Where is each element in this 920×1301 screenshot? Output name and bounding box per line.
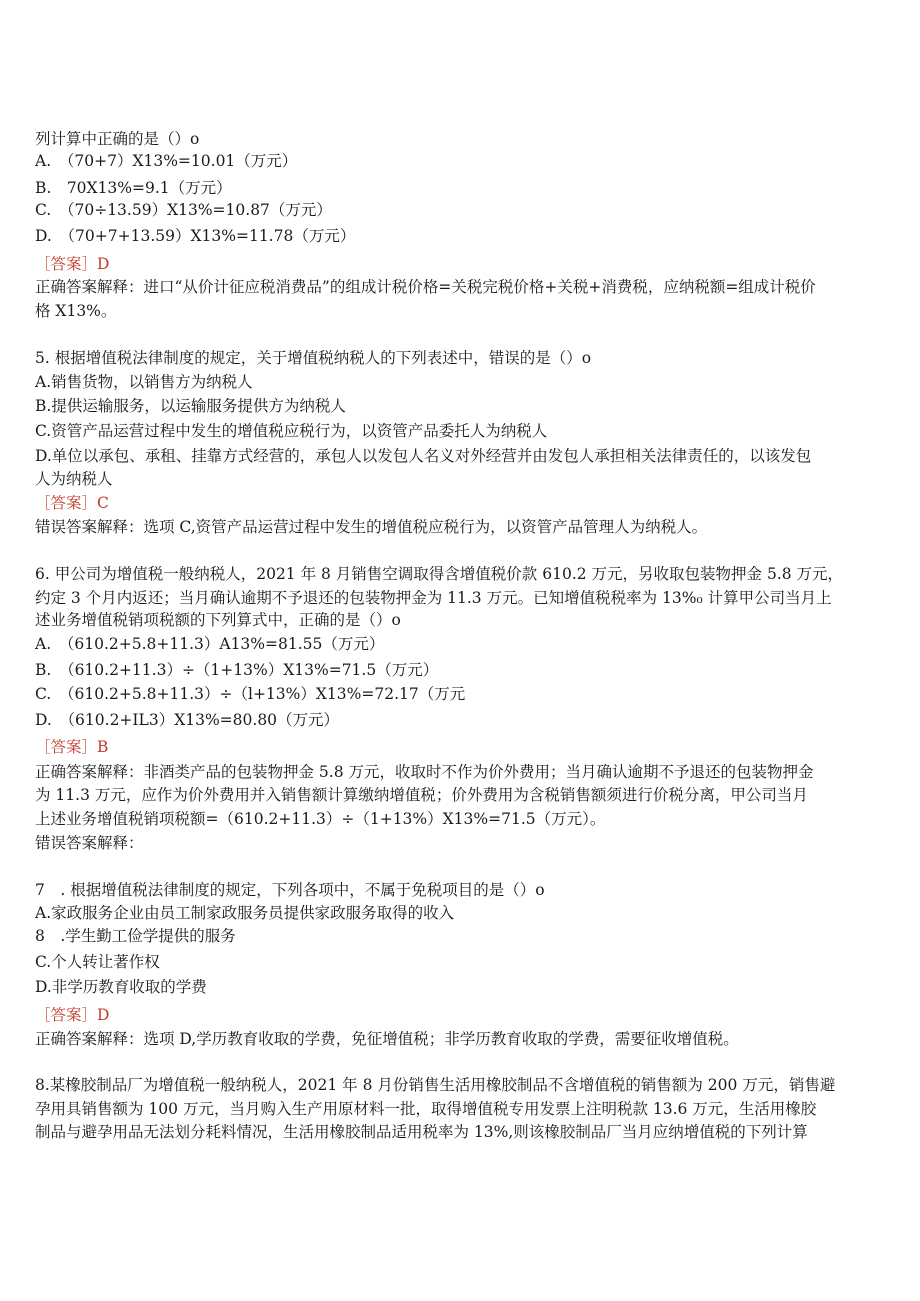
q4-explanation-line-2: 格 X13%。 [35, 302, 117, 320]
q5-option-b: B.提供运输服务，以运输服务提供方为纳税人 [35, 397, 346, 415]
q4-option-d: D. （70+7+13.59）X13%=11.78（万元） [35, 227, 356, 245]
q5-explanation: 错误答案解释：选项 C,资管产品运营过程中发生的增值税应税行为，以资管产品管理人为纳税人。 [35, 518, 708, 536]
q6-wrong-explanation: 错误答案解释： [35, 834, 144, 852]
q5-answer: ［答案］C [35, 494, 109, 512]
q7-answer: ［答案］D [35, 1006, 110, 1024]
q5-option-a: A.销售货物，以销售方为纳税人 [35, 373, 253, 391]
q6-option-b: B. （610.2+11.3）÷（1+13%）X13%=71.5（万元） [35, 661, 439, 679]
q8-stem-line-3: 制品与避孕用品无法划分耗料情况，生活用橡胶制品适用税率为 13%,则该橡胶制品厂当月应纳增值税的下列计算 [35, 1123, 808, 1141]
q6-option-a: A. （610.2+5.8+11.3）A13%=81.55（万元） [35, 635, 385, 653]
q6-explanation-line-1: 正确答案解释：非酒类产品的包装物押金 5.8 万元，收取时不作为价外费用；当月确认逾期不予退还的包装物押金 [35, 763, 814, 781]
q6-answer: ［答案］B [35, 738, 109, 756]
q4-option-a: A. （70+7）X13%=10.01（万元） [35, 152, 298, 170]
q6-option-d: D. （610.2+IL3）X13%=80.80（万元） [35, 711, 340, 729]
q4-stem-tail: 列计算中正确的是（）o [35, 130, 200, 148]
q8-stem-line-2: 孕用具销售额为 100 万元，当月购入生产用原材料一批，取得增值税专用发票上注明税款 13.6 万元，生活用橡胶 [35, 1100, 817, 1118]
q5-option-c: C.资管产品运营过程中发生的增值税应税行为，以资管产品委托人为纳税人 [35, 422, 548, 440]
q6-stem-line-2: 约定 3 个月内返还；当月确认逾期不予退还的包装物押金为 11.3 万元。已知增值税税率为 13%₀ 计算甲公司当月上 [35, 589, 832, 607]
q7-option-d: D.非学历教育收取的学费 [35, 978, 207, 996]
q7-option-c: C.个人转让著作权 [35, 953, 160, 971]
q7-explanation: 正确答案解释：选项 D,学历教育收取的学费，免征增值税；非学历教育收取的学费，需要征收增值税。 [35, 1030, 739, 1048]
q7-stem: 7 . 根据增值税法律制度的规定，下列各项中，不属于免税项目的是（）o [35, 881, 545, 899]
q6-option-c: C. （610.2+5.8+11.3）÷（l+13%）X13%=72.17（万元 [35, 685, 466, 703]
q4-answer: ［答案］D [35, 255, 110, 273]
q5-stem: 5. 根据增值税法律制度的规定，关于增值税纳税人的下列表述中，错误的是（）o [35, 349, 592, 367]
q4-explanation-line-1: 正确答案解释：进口“从价计征应税消费品”的组成计税价格=关税完税价格+关税+消费税，应纳税额=组成计税价 [35, 278, 816, 296]
q5-option-d-line-1: D.单位以承包、承租、挂靠方式经营的，承包人以发包人名义对外经营并由发包人承担相关法律责任的，以该发包 [35, 447, 812, 465]
q6-stem-line-3: 述业务增值税销项税额的下列算式中，正确的是（）o [35, 611, 401, 629]
q4-option-b: B. 70X13%=9.1（万元） [35, 179, 232, 197]
q5-option-d-line-2: 人为纳税人 [35, 470, 113, 488]
q7-option-a: A.家政服务企业由员工制家政服务员提供家政服务取得的收入 [35, 904, 455, 922]
q6-explanation-line-2: 为 11.3 万元，应作为价外费用并入销售额计算缴纳增值税；价外费用为含税销售额须进行价税分离，甲公司当月 [35, 786, 808, 804]
q4-option-c: C. （70÷13.59）X13%=10.87（万元） [35, 201, 332, 219]
q6-explanation-line-3: 上述业务增值税销项税额=（610.2+11.3）÷（1+13%）X13%=71.5（万元）。 [35, 810, 606, 828]
q6-stem-line-1: 6. 甲公司为增值税一般纳税人，2021 年 8 月销售空调取得含增值税价款 610.2 万元，另收取包装物押金 5.8 万元， [35, 565, 844, 583]
q7-option-b: 8 .学生勤工俭学提供的服务 [35, 927, 236, 945]
q8-stem-line-1: 8.某橡胶制品厂为增值税一般纳税人，2021 年 8 月份销售生活用橡胶制品不含增值税的销售额为 200 万元，销售避 [35, 1076, 836, 1094]
